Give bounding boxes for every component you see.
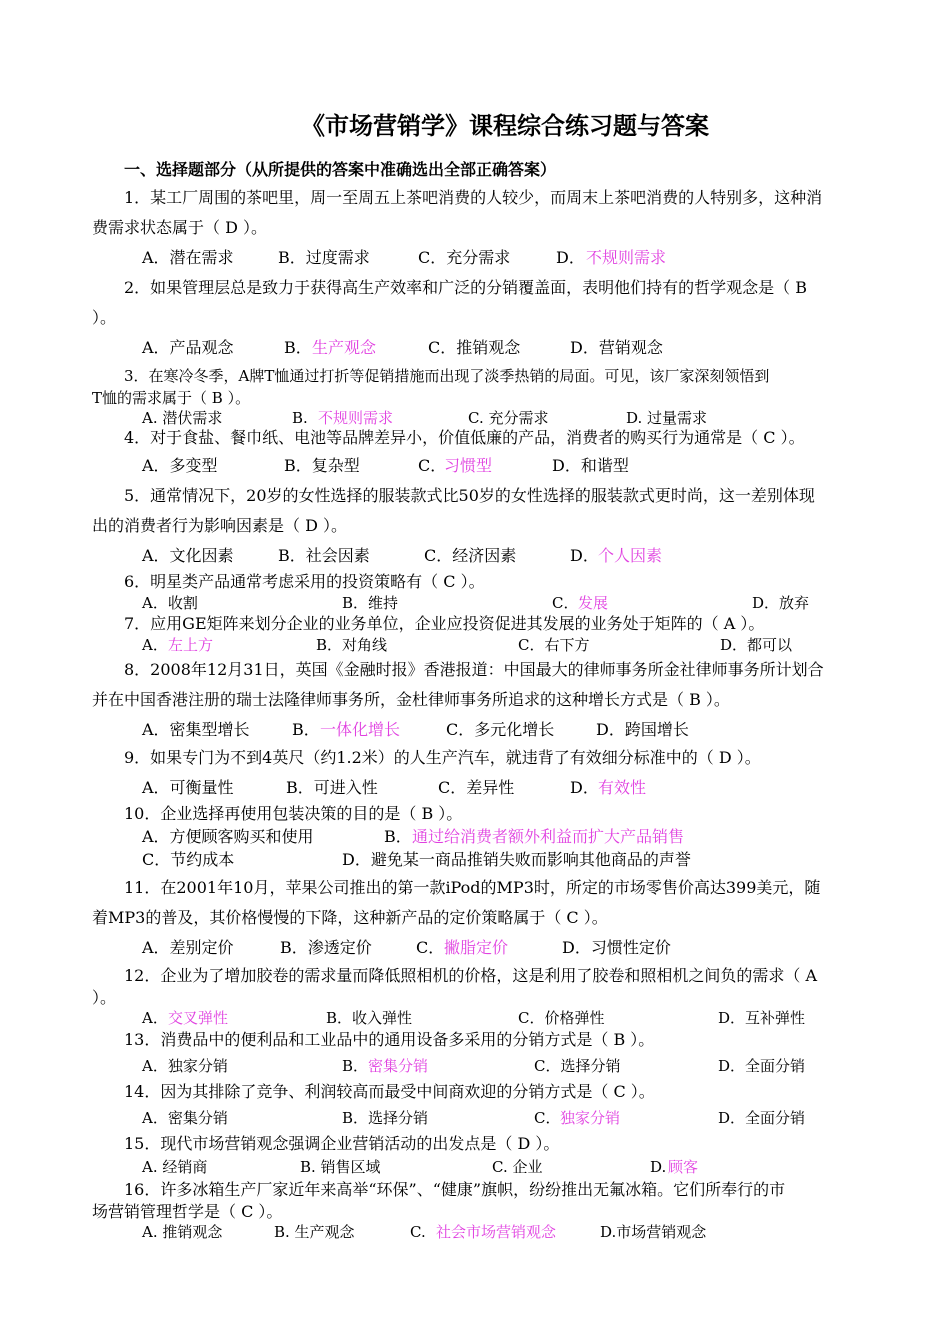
option-b-label: B． [384, 827, 412, 846]
option-b: B．维持 [342, 594, 399, 612]
option-b: B．过度需求 [278, 248, 370, 267]
option-d-label: D. [650, 1158, 667, 1176]
option-a: A．密集型增长 [142, 720, 250, 739]
question-3-line-2: T恤的需求属于（ B ）。 [92, 389, 251, 407]
option-c: C．价格弹性 [518, 1009, 605, 1027]
option-c: C．选择分销 [534, 1057, 621, 1075]
option-d-label: D． [570, 778, 599, 797]
option-a-label: A． [142, 636, 168, 654]
option-d: D．全面分销 [718, 1109, 806, 1127]
option-c: C．多元化增长 [446, 720, 555, 739]
option-c-label: C. [410, 1223, 426, 1241]
page-title: 《市场营销学》课程综合练习题与答案 [301, 111, 709, 140]
option-d: D．全面分销 [718, 1057, 806, 1075]
option-d: D．互补弹性 [718, 1009, 806, 1027]
option-c-label: C． [534, 1109, 561, 1127]
option-c-label: C． [552, 594, 579, 612]
option-c-answer: 独家分销 [560, 1109, 621, 1127]
question-4-line-1: 4．对于食盐、餐巾纸、电池等品牌差异小，价值低廉的产品，消费者的购买行为通常是（ C ）。 [124, 428, 805, 447]
option-c: C．节约成本 [142, 850, 235, 869]
option-b: B．可进入性 [286, 778, 378, 797]
option-d: D.市场营销观念 [600, 1223, 707, 1241]
question-5-line-2: 出的消费者行为影响因素是（ D ）。 [92, 516, 348, 535]
option-a: A. 潜伏需求 [142, 409, 223, 427]
option-d: D. 过量需求 [626, 409, 708, 427]
question-1-line-1: 1．某工厂周围的茶吧里，周一至周五上茶吧消费的人较少，而周末上茶吧消费的人特别多，这种消 [124, 188, 823, 207]
option-a: A．文化因素 [142, 546, 234, 565]
option-a-label: A． [142, 1009, 168, 1027]
option-c: C. 充分需求 [468, 409, 549, 427]
option-a: A. 推销观念 [142, 1223, 223, 1241]
question-3-line-1: 3．在寒冷冬季，A牌T恤通过打折等促销措施而出现了淡季热销的局面。可见，该厂家深刻领悟到 [124, 367, 770, 385]
question-6-line-1: 6．明星类产品通常考虑采用的投资策略有（ C ）。 [124, 572, 485, 591]
option-c-label: C． [418, 456, 447, 475]
option-b: B．社会因素 [278, 546, 370, 565]
option-d-answer: 个人因素 [598, 546, 663, 565]
option-a: A．可衡量性 [142, 778, 234, 797]
question-7-line-1: 7．应用GE矩阵来划分企业的业务单位，企业应投资促进其发展的业务处于矩阵的（ A ）。 [124, 614, 765, 633]
option-a: A．收割 [142, 594, 198, 612]
option-c-answer: 发展 [578, 594, 609, 612]
question-14-line-1: 14．因为其排除了竞争、利润较高而最受中间商欢迎的分销方式是（ C ）。 [124, 1082, 655, 1101]
option-b-answer: 生产观念 [312, 338, 377, 357]
option-b: B. 生产观念 [274, 1223, 355, 1241]
question-12-line-1: 12．企业为了增加胶卷的需求量而降低照相机的价格，这是利用了胶卷和照相机之间负的需求（ A [124, 966, 818, 985]
question-11-line-2: 着MP3的普及，其价格慢慢的下降，这种新产品的定价策略属于（ C ）。 [92, 908, 608, 927]
option-a: A．独家分销 [142, 1057, 228, 1075]
question-2-line-1: 2．如果管理层总是致力于获得高生产效率和广泛的分销覆盖面，表明他们持有的哲学观念是（ B [124, 278, 808, 297]
option-a-answer: 交叉弹性 [168, 1009, 229, 1027]
option-a: A．差别定价 [142, 938, 234, 957]
option-b-label: B． [342, 1057, 369, 1075]
option-c: C．推销观念 [428, 338, 521, 357]
option-b-label: B． [284, 338, 312, 357]
option-b: B．对角线 [316, 636, 388, 654]
option-a: A．密集分销 [142, 1109, 228, 1127]
question-5-line-1: 5．通常情况下，20岁的女性选择的服装款式比50岁的女性选择的服装款式更时尚，这一差别体现 [124, 486, 815, 505]
option-d-label: D． [556, 248, 585, 267]
option-d: D．营销观念 [570, 338, 663, 357]
option-c-answer: 撇脂定价 [444, 938, 509, 957]
option-a: A．潜在需求 [142, 248, 234, 267]
question-15-line-1: 15．现代市场营销观念强调企业营销活动的出发点是（ D ）。 [124, 1134, 560, 1153]
question-13-line-1: 13．消费品中的便利品和工业品中的通用设备多采用的分销方式是（ B ）。 [124, 1030, 655, 1049]
option-a: A．产品观念 [142, 338, 234, 357]
question-16-line-2: 场营销管理哲学是（ C ）。 [92, 1202, 283, 1221]
option-c-label: C． [416, 938, 445, 957]
option-d: D．都可以 [720, 636, 793, 654]
option-b: B．收入弹性 [326, 1009, 413, 1027]
question-8-line-1: 8．2008年12月31日，英国《金融时报》香港报道：中国最大的律师事务所金社律师事务所计划合 [124, 660, 824, 679]
option-c: C. 企业 [492, 1158, 543, 1176]
option-d: D．跨国增长 [596, 720, 689, 739]
option-a: A．多变型 [142, 456, 218, 475]
option-d-answer: 不规则需求 [586, 248, 667, 267]
section-heading: 一、选择题部分（从所提供的答案中准确选出全部正确答案） [124, 160, 557, 179]
question-2-line-2: ）。 [92, 308, 117, 327]
option-d-answer: 有效性 [598, 778, 647, 797]
option-b: B．选择分销 [342, 1109, 429, 1127]
option-b-label: B. [292, 409, 308, 427]
option-a: A．方便顾客购买和使用 [142, 827, 314, 846]
option-c-answer: 社会市场营销观念 [436, 1223, 557, 1241]
option-d-label: D． [570, 546, 599, 565]
option-a-answer: 左上方 [168, 636, 214, 654]
option-b-answer: 不规则需求 [318, 409, 394, 427]
option-c: C．充分需求 [418, 248, 511, 267]
option-c: C．右下方 [518, 636, 590, 654]
option-b-label: B． [292, 720, 320, 739]
question-11-line-1: 11．在2001年10月，苹果公司推出的第一款iPod的MP3时，所定的市场零售价高达399美元，随 [124, 878, 821, 897]
option-b-answer: 密集分销 [368, 1057, 429, 1075]
option-c: C．差异性 [438, 778, 515, 797]
option-b: B. 销售区域 [300, 1158, 381, 1176]
option-d: D．习惯性定价 [562, 938, 671, 957]
question-9-line-1: 9．如果专门为不到4英尺（约1.2米）的人生产汽车，就违背了有效细分标准中的（ D ）。 [124, 748, 761, 767]
option-b-answer: 一体化增长 [320, 720, 401, 739]
option-d: D．和谐型 [552, 456, 629, 475]
option-c: C．经济因素 [424, 546, 517, 565]
option-d: D．放弃 [752, 594, 810, 612]
question-10-line-1: 10．企业选择再使用包装决策的目的是（ B ）。 [124, 804, 463, 823]
option-c-answer: 习惯型 [444, 456, 493, 475]
question-8-line-2: 并在中国香港注册的瑞士法隆律师事务所，金杜律师事务所追求的这种增长方式是（ B ）。 [92, 690, 730, 709]
question-16-line-1: 16．许多冰箱生产厂家近年来高举“环保”、“健康”旗帜，纷纷推出无氟冰箱。它们所奉行的市 [124, 1180, 786, 1199]
question-12-line-2: ）。 [92, 988, 117, 1007]
option-d-answer: 顾客 [668, 1158, 699, 1176]
question-1-line-2: 费需求状态属于（ D ）。 [92, 218, 268, 237]
option-b: B．渗透定价 [280, 938, 372, 957]
option-d: D．避免某一商品推销失败而影响其他商品的声誉 [342, 850, 691, 869]
option-b-answer: 通过给消费者额外利益而扩大产品销售 [412, 827, 685, 846]
option-b: B．复杂型 [284, 456, 360, 475]
option-a: A. 经销商 [142, 1158, 208, 1176]
